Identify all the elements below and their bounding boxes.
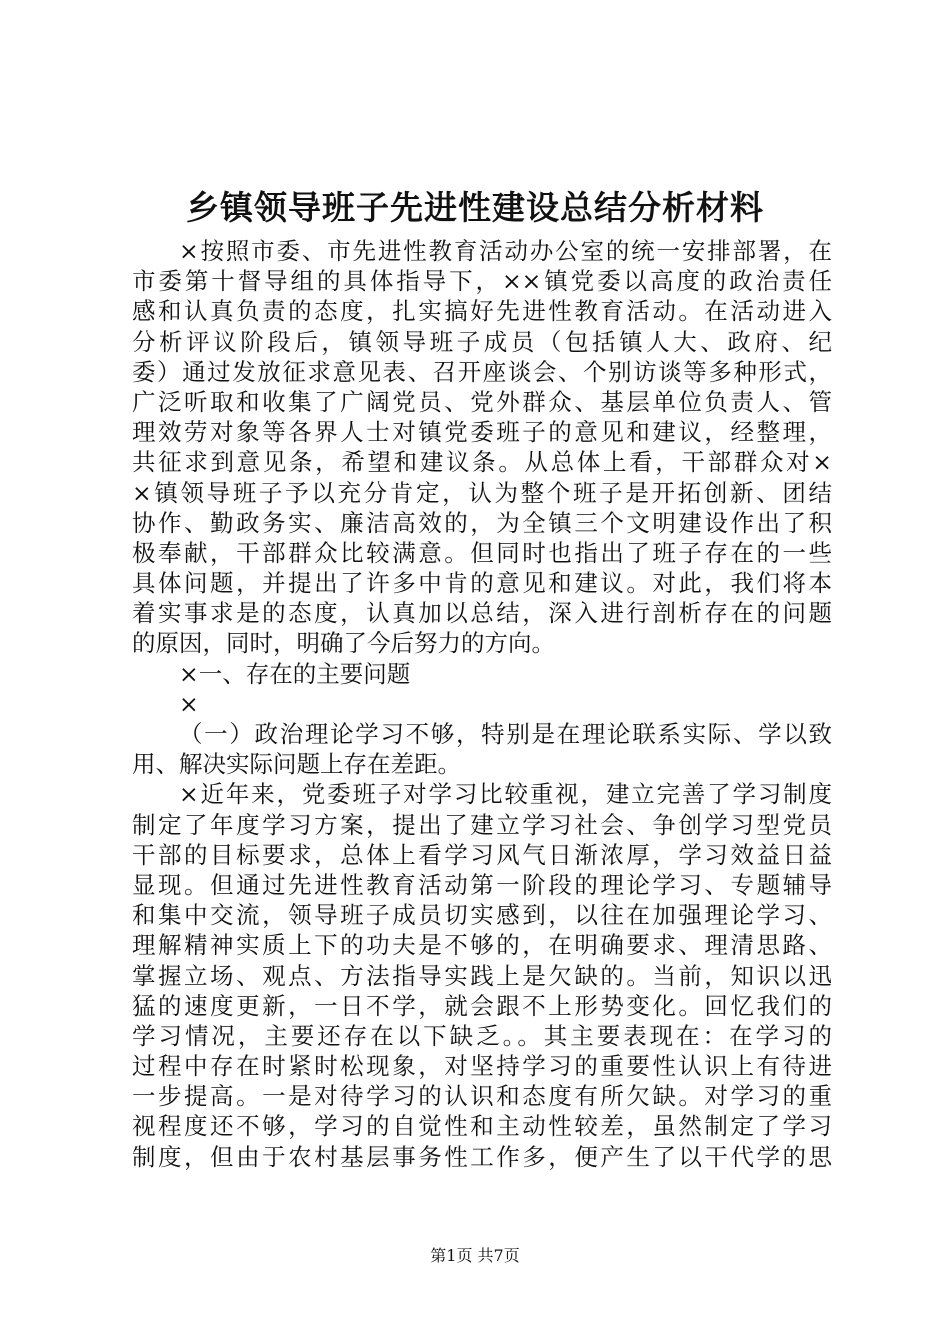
text-line: 委）通过发放征求意见表、召开座谈会、个别访谈等多种形式， [132, 357, 832, 386]
text-line: 市委第十督导组的具体指导下，××镇党委以高度的政治责任 [132, 267, 832, 296]
text-line: ×近年来，党委班子对学习比较重视，建立完善了学习制度 [179, 780, 832, 809]
text-line: 和集中交流，领导班子成员切实感到，以往在加强理论学习、 [132, 901, 832, 930]
subsection-heading: （一）政治理论学习不够，特别是在理论联系实际、学以致 [179, 720, 832, 748]
text-line: 理解精神实质上下的功夫是不够的，在明确要求、理清思路、 [132, 931, 832, 960]
page-footer: 第1页 共7页 [430, 1246, 520, 1265]
text-line: 具体问题，并提出了许多中肯的意见和建议。对此，我们将本 [132, 569, 832, 598]
text-line: 干部的目标要求，总体上看学习风气日渐浓厚，学习效益日益 [132, 840, 832, 869]
text-line: 学习情况，主要还存在以下缺乏。。其主要表现在：在学习的 [132, 1021, 832, 1050]
subsection-heading-cont: 用、解决实际问题上存在差距。 [132, 750, 461, 779]
text-line: 理效劳对象等各界人士对镇党委班子的意见和建议，经整理， [132, 418, 832, 447]
text-line: 制定了年度学习方案，提出了建立学习社会、争创学习型党员 [132, 810, 832, 839]
text-line: 着实事求是的态度，认真加以总结，深入进行剖析存在的问题 [132, 599, 832, 628]
text-line: 感和认真负责的态度，扎实搞好先进性教育活动。在活动进入 [132, 297, 832, 326]
text-line: 猛的速度更新，一日不学，就会跟不上形势变化。回忆我们的 [132, 991, 832, 1020]
section-heading: ×一、存在的主要问题 [179, 659, 411, 688]
text-line: 的原因，同时，明确了今后努力的方向。 [132, 629, 555, 658]
text-line: ×镇领导班子予以充分肯定，认为整个班子是开拓创新、团结 [132, 478, 832, 507]
text-line: 显现。但通过先进性教育活动第一阶段的理论学习、专题辅导 [132, 870, 832, 899]
text-line: 广泛听取和收集了广阔党员、党外群众、基层单位负责人、管 [132, 387, 832, 416]
text-line: 掌握立场、观点、方法指导实践上是欠缺的。当前，知识以迅 [132, 961, 832, 990]
text-line: 视程度还不够，学习的自觉性和主动性较差，虽然制定了学习 [132, 1112, 832, 1141]
text-line: 协作、勤政务实、廉洁高效的，为全镇三个文明建设作出了积 [132, 508, 832, 537]
text-line: 共征求到意见条，希望和建议条。从总体上看，干部群众对× [132, 448, 832, 477]
document-title: 乡镇领导班子先进性建设总结分析材料 [186, 188, 764, 227]
text-line: ×按照市委、市先进性教育活动办公室的统一安排部署，在 [179, 237, 832, 265]
text-line: 分析评议阶段后，镇领导班子成员（包括镇人大、政府、纪 [132, 327, 832, 356]
text-line: 制度，但由于农村基层事务性工作多，便产生了以干代学的思 [132, 1142, 832, 1171]
document-body [132, 236, 832, 1172]
text-line: 极奉献，干部群众比较满意。但同时也指出了班子存在的一些 [132, 538, 832, 567]
text-line: × [179, 689, 199, 718]
text-line: 过程中存在时紧时松现象，对坚持学习的重要性认识上有待进 [132, 1052, 832, 1081]
text-line: 一步提高。一是对待学习的认识和态度有所欠缺。对学习的重 [132, 1082, 832, 1111]
